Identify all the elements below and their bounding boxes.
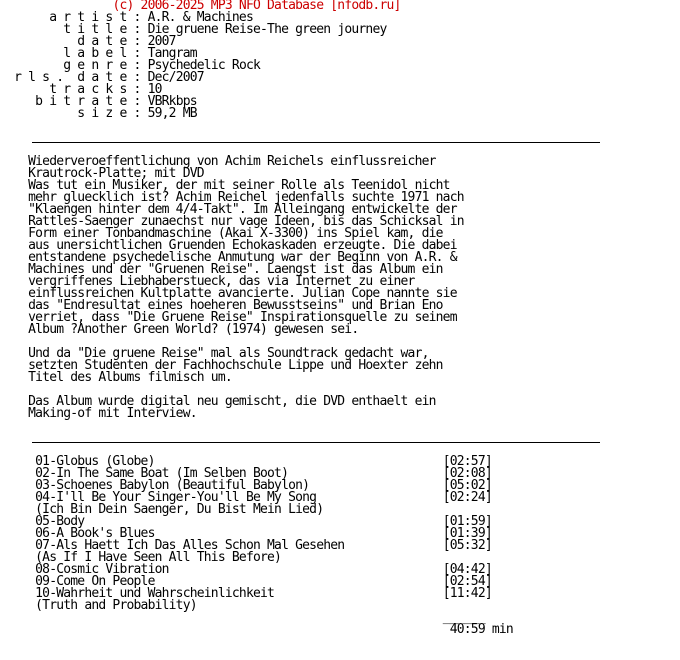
track-duration: [05:02]: [442, 478, 492, 493]
total-row: [0, 624, 513, 636]
track-duration: [02:54]: [442, 574, 492, 589]
header-value: VBRkbps: [147, 94, 197, 109]
track-duration: [04:42]: [442, 562, 492, 577]
track-title: 10-Wahrheit und Wahrscheinlichkeit: [35, 586, 275, 601]
header-value: Die gruene Reise-The green journey: [147, 22, 387, 37]
copyright-notice: (c) 2006-2025 MP3 NFO Database [nfodb.ru]: [112, 0, 401, 13]
blank-line: [0, 120, 513, 132]
track-duration: [05:32]: [442, 538, 492, 553]
track-duration: [11:42]: [442, 586, 492, 601]
description-text: Was tut ein Musiker, der mit seiner Rolle als Teenidol nicht: [28, 178, 450, 193]
header-value: Tangram: [147, 46, 197, 61]
description-text: Making-of mit Interview.: [28, 406, 197, 421]
total-underline: ______: [442, 610, 485, 625]
header-row: a r t i s t : A.R. & Machines: [49, 10, 253, 25]
track-title: 02-In The Same Boat (Im Selben Boot): [35, 466, 289, 481]
header-value: 59,2 MB: [147, 106, 197, 121]
header-value: Dec/2007: [147, 70, 204, 85]
description-text: aus unersichtlichen Gruenden Echokaskaden erzeugte. Die dabei: [28, 238, 457, 253]
description-text: mehr gluecklich ist? Achim Reichel jedenfalls suchte 1971 nach: [28, 190, 464, 205]
header-key: d a t e: [77, 34, 127, 49]
track-title: 08-Cosmic Vibration: [35, 562, 169, 577]
header-row: r l s . d a t e : Dec/2007: [14, 70, 204, 85]
track-title: 04-I'll Be Your Singer-You'll Be My Song: [35, 490, 317, 505]
header-row: b i t r a t e : VBRkbps: [35, 94, 197, 109]
description-text: verriet, dass "Die Gruene Reise" Inspirationsquelle zu seinem: [28, 310, 457, 325]
track-title: 07-Als Haett Ich Das Alles Schon Mal Gesehen: [35, 538, 345, 553]
header-key: l a b e l: [63, 46, 127, 61]
description-text: Titel des Albums filmisch um.: [28, 370, 232, 385]
track-title: 03-Schoenes Babylon (Beautiful Babylon): [35, 478, 310, 493]
header-row: d a t e : 2007: [77, 34, 176, 49]
track-title: 09-Come On People: [35, 574, 155, 589]
track-duration: [02:24]: [442, 490, 492, 505]
header-value: A.R. & Machines: [147, 10, 253, 25]
description-text: das "Endresultat eines hoeheren Bewusstseins" und Brian Eno: [28, 298, 443, 313]
description-text: Album ?Another Green World? (1974) gewesen sei.: [28, 322, 359, 337]
header-row: t r a c k s : 10: [49, 82, 162, 97]
description-text: Form einer Tonbandmaschine (Akai X-3300) ins Spiel kam, die: [28, 226, 443, 241]
header-key: a r t i s t: [49, 10, 127, 25]
header-divider: [32, 142, 600, 143]
description-text: vergriffenes Liebhaberstueck, das via Internet zu einer: [28, 274, 415, 289]
header-value: 10: [147, 82, 162, 97]
total-playtime: 40:59 min: [449, 622, 513, 637]
header-row: t i t l e : Die gruene Reise-The green journey: [63, 22, 387, 37]
track-title: 05-Body: [35, 514, 85, 529]
track-duration: [01:39]: [442, 526, 492, 541]
header-value: Psychedelic Rock: [147, 58, 261, 73]
description-line: [0, 408, 513, 420]
track-duration: [02:08]: [442, 466, 492, 481]
tracklist-divider: [32, 442, 600, 443]
header-key: s i z e: [77, 106, 127, 121]
description-text: Das Album wurde digital neu gemischt, die DVD enthaelt ein: [28, 394, 436, 409]
blank-line: [0, 420, 513, 432]
header-row: l a b e l : Tangram: [63, 46, 197, 61]
track-subtitle: (Truth and Probability): [35, 598, 197, 613]
header-key: b i t r a t e: [35, 94, 127, 109]
description-text: Wiederveroeffentlichung von Achim Reichels einflussreicher: [28, 154, 436, 169]
description-text: Krautrock-Platte; mit DVD: [28, 166, 204, 181]
header-value: 2007: [147, 34, 176, 49]
track-subtitle: (As If I Have Seen All This Before): [35, 550, 282, 565]
header-key: r l s . d a t e: [14, 70, 127, 85]
header-key: g e n r e: [63, 58, 127, 73]
description-text: Und da "Die gruene Reise" mal als Soundtrack gedacht war,: [28, 346, 429, 361]
track-duration: [01:59]: [442, 514, 492, 529]
description-text: Rattles-Saenger zunaechst nur vage Ideen, bis das Schicksal in: [28, 214, 464, 229]
description-text: einflussreichen Kultplatte avancierte. Julian Cope nannte sie: [28, 286, 457, 301]
description-text: setzten Studenten der Fachhochschule Lippe und Hoexter zehn: [28, 358, 443, 373]
description-line: [0, 324, 513, 336]
header-row: g e n r e : Psychedelic Rock: [63, 58, 261, 73]
header-key: t r a c k s: [49, 82, 127, 97]
description-text: "Klaengen hinter dem 4/4-Takt". Im Alleingang entwickelte der: [28, 202, 457, 217]
header-row: s i z e : 59,2 MB: [77, 106, 197, 121]
track-title: 01-Globus (Globe): [35, 454, 155, 469]
header-key: t i t l e: [63, 22, 127, 37]
track-title: 06-A Book's Blues: [35, 526, 155, 541]
description-text: Machines und der "Gruenen Reise". Laengst ist das Album ein: [28, 262, 443, 277]
track-subtitle: (Ich Bin Dein Saenger, Du Bist Mein Lied): [35, 502, 324, 517]
description-line: [0, 372, 513, 384]
track-duration: [02:57]: [442, 454, 492, 469]
description-text: entstandene psychedelische Anmutung war der Beginn von A.R. &: [28, 250, 457, 265]
